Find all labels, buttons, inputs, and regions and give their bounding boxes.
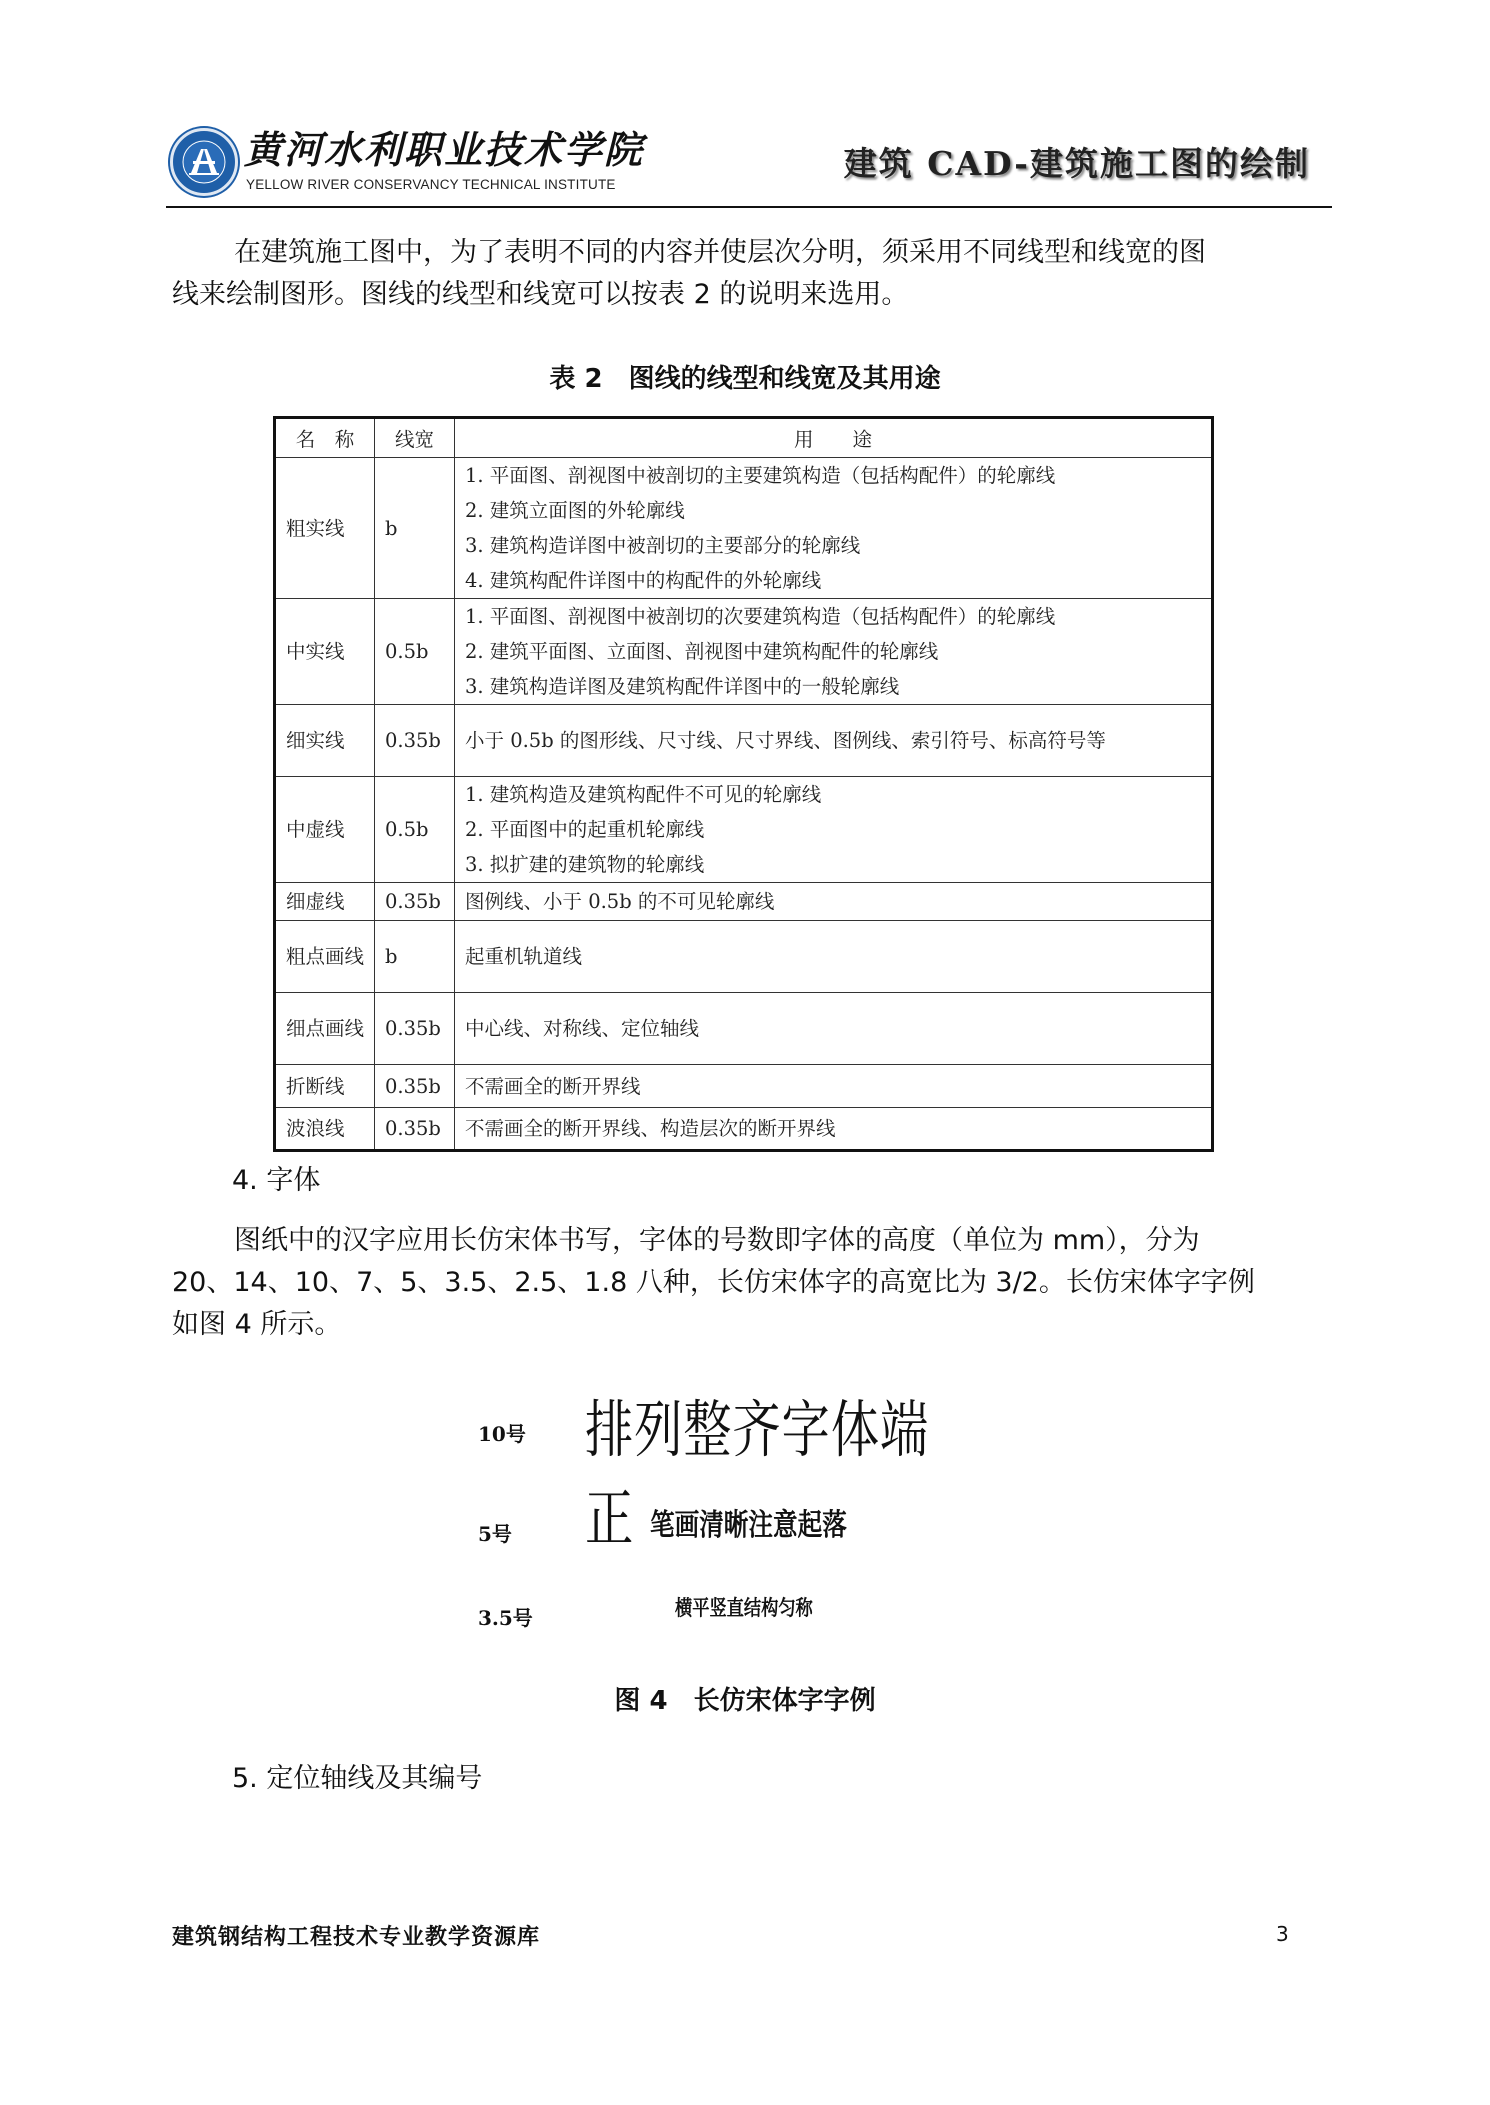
line-width: b [375,921,455,993]
usage-item: 4. 建筑构配件详图中的构配件的外轮廓线 [465,569,822,592]
header-width: 线宽 [375,418,455,458]
sample-size-3-5: 3.5号 [478,1606,533,1630]
header-usage: 用 途 [455,418,1213,458]
line-usage [455,921,1213,993]
usage-item: 1. 建筑构造及建筑构配件不可见的轮廓线 [465,783,822,806]
line-type-name: 细虚线 [275,883,375,921]
table-row [275,883,1213,921]
table-row [275,458,1213,599]
line-type-name: 细实线 [275,705,375,777]
table-row [275,599,1213,705]
intro-line-2: 线来绘制图形。图线的线型和线宽可以按表 2 的说明来选用。 [172,279,909,310]
line-usage [455,1065,1213,1108]
line-usage [455,458,1213,599]
line-width: 0.35b [375,1065,455,1108]
line-type-name: 细点画线 [275,993,375,1065]
table-header-row [275,418,1213,458]
line-width: 0.35b [375,705,455,777]
sample-text-3-5: 横平竖直结构匀称 [675,1595,813,1620]
line-type-name: 折断线 [275,1065,375,1108]
document-title: 建筑 CAD-建筑施工图的绘制 [843,144,1310,183]
line-usage [455,705,1213,777]
line-width: b [375,458,455,599]
sample-text-10: 排列整齐字体端正 [585,1393,929,1555]
line-usage [455,599,1213,705]
line-type-name: 中虚线 [275,777,375,883]
line-type-name: 粗实线 [275,458,375,599]
line-usage [455,777,1213,883]
footer-resource-name: 建筑钢结构工程技术专业教学资源库 [172,1925,541,1950]
sample-size-5: 5号 [478,1522,512,1546]
figure-4-caption: 图 4 长仿宋体字字例 [614,1686,876,1716]
line-width: 0.35b [375,1108,455,1151]
usage-item: 不需画全的断开界线 [465,1074,641,1098]
sample-size-10: 10号 [478,1422,526,1446]
line-width: 0.35b [375,993,455,1065]
usage-item: 起重机轨道线 [465,945,583,968]
line-width: 0.5b [375,599,455,705]
table-row [275,705,1213,777]
line-usage [455,993,1213,1065]
usage-item: 3. 建筑构造详图及建筑构配件详图中的一般轮廓线 [465,675,900,698]
line-type-name: 中实线 [275,599,375,705]
line-width: 0.35b [375,883,455,921]
section-4-heading: 4. 字体 [232,1165,321,1196]
usage-item: 2. 建筑立面图的外轮廓线 [465,499,685,522]
line-usage [455,883,1213,921]
usage-item: 3. 建筑构造详图中被剖切的主要部分的轮廓线 [465,534,861,557]
table-row [275,921,1213,993]
section-4-line-3: 如图 4 所示。 [172,1309,342,1340]
usage-item: 2. 建筑平面图、立面图、剖视图中建筑构配件的轮廓线 [465,640,939,663]
institute-name-cn: 黄河水利职业技术学院 [244,127,645,172]
line-types-table [273,416,1214,1152]
usage-item: 3. 拟扩建的建筑物的轮廓线 [465,853,705,876]
line-type-name: 波浪线 [275,1108,375,1151]
line-type-name: 粗点画线 [275,921,375,993]
page-number: 3 [1276,1922,1289,1946]
usage-item: 1. 平面图、剖视图中被剖切的次要建筑构造（包括构配件）的轮廓线 [465,605,1056,628]
intro-paragraph [172,232,1332,316]
usage-item: 中心线、对称线、定位轴线 [465,1017,700,1040]
section-4-line-1: 图纸中的汉字应用长仿宋体书写，字体的号数即字体的高度（单位为 mm），分为 [234,1225,1200,1256]
institute-name-en: YELLOW RIVER CONSERVANCY TECHNICAL INSTITUTE [246,177,616,192]
usage-item: 小于 0.5b 的图形线、尺寸线、尺寸界线、图例线、索引符号、标高符号等 [465,729,1106,752]
usage-item: 图例线、小于 0.5b 的不可见轮廓线 [465,890,775,913]
sample-text-5: 笔画清晰注意起落 [650,1508,847,1543]
table-row [275,1108,1213,1151]
institute-logo [170,128,238,196]
line-width: 0.5b [375,777,455,883]
usage-item: 2. 平面图中的起重机轮廓线 [465,818,705,841]
table-row [275,993,1213,1065]
table-row [275,1065,1213,1108]
line-usage [455,1108,1213,1151]
section-5-heading: 5. 定位轴线及其编号 [232,1763,483,1794]
header-name: 名 称 [275,418,375,458]
table-caption: 表 2 图线的线型和线宽及其用途 [549,364,941,394]
usage-item: 1. 平面图、剖视图中被剖切的主要建筑构造（包括构配件）的轮廓线 [465,464,1056,487]
figure-4-font-samples [460,1370,1080,1650]
header-divider [166,206,1332,208]
table-row [275,777,1213,883]
intro-line-1: 在建筑施工图中，为了表明不同的内容并使层次分明，须采用不同线型和线宽的图 [234,237,1206,268]
section-4-paragraph [172,1220,1332,1346]
usage-item: 不需画全的断开界线、构造层次的断开界线 [465,1117,836,1140]
section-4-line-2: 20、14、10、7、5、3.5、2.5、1.8 八种，长仿宋体字的高宽比为 3/2。长仿宋体字字例 [172,1267,1255,1298]
